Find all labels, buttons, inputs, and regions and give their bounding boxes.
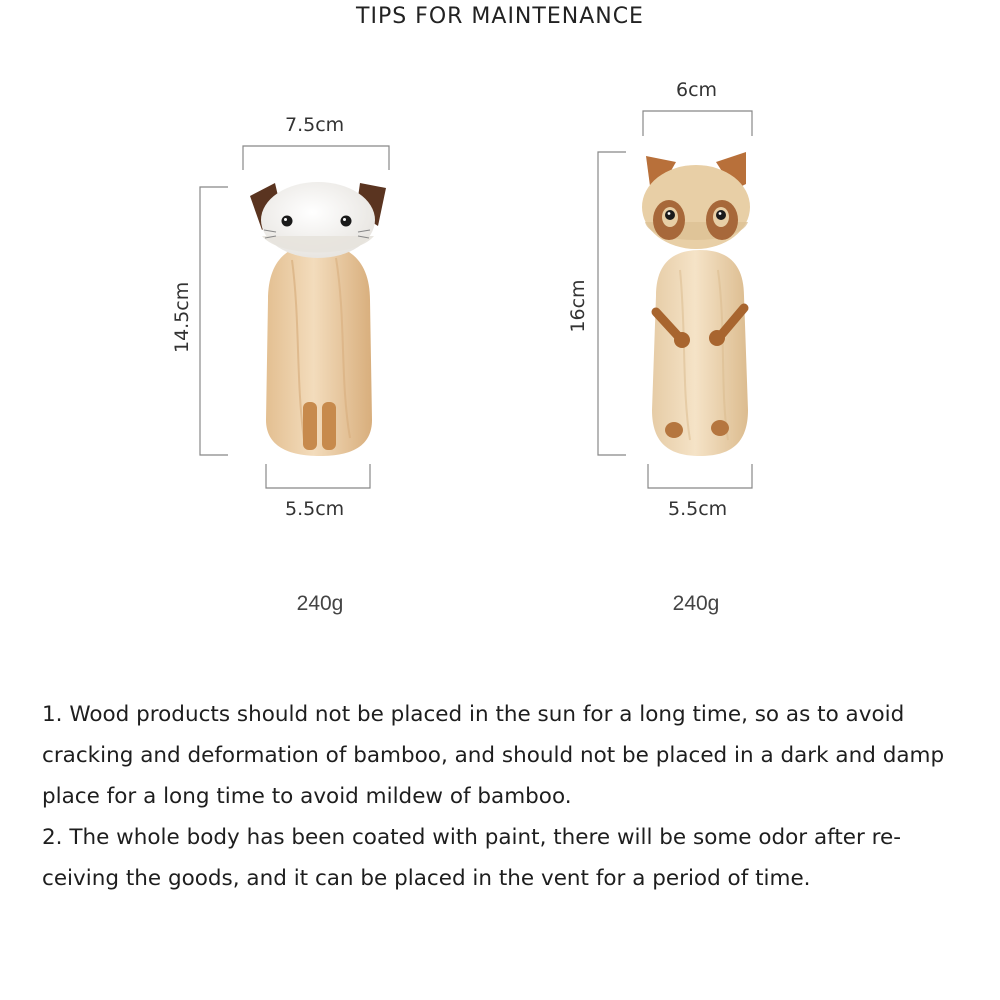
tip-2: 2. The whole body has been coated with paint, there will be some odor after re-ceiving the goods, and it can be placed in the vent for a period of time.: [42, 825, 902, 891]
page-title: TIPS FOR MAINTENANCE: [356, 4, 644, 29]
tip-1: 1. Wood products should not be placed in the sun for a long time, so as to avoid cracking and deformation of bamboo, and should not be placed in a dark and damp place for a long time to avoid mildew of bamboo.: [42, 702, 945, 809]
raccoon-weight-label: 240g: [672, 592, 720, 615]
cat-top-width-label: 7.5cm: [285, 114, 345, 136]
raccoon-height-label: 16cm: [567, 279, 589, 333]
cat-body: [266, 244, 372, 456]
maintenance-tips: [42, 694, 962, 899]
raccoon-top-width-label: 6cm: [676, 79, 718, 101]
raccoon-body: [652, 250, 748, 456]
cat-base-width-label: 5.5cm: [285, 498, 345, 520]
raccoon-grinder: [598, 111, 752, 488]
cat-weight-label: 240g: [296, 592, 344, 615]
raccoon-base-width-label: 5.5cm: [668, 498, 728, 520]
cat-height-label: 14.5cm: [171, 281, 193, 353]
cat-grinder: [200, 146, 389, 488]
